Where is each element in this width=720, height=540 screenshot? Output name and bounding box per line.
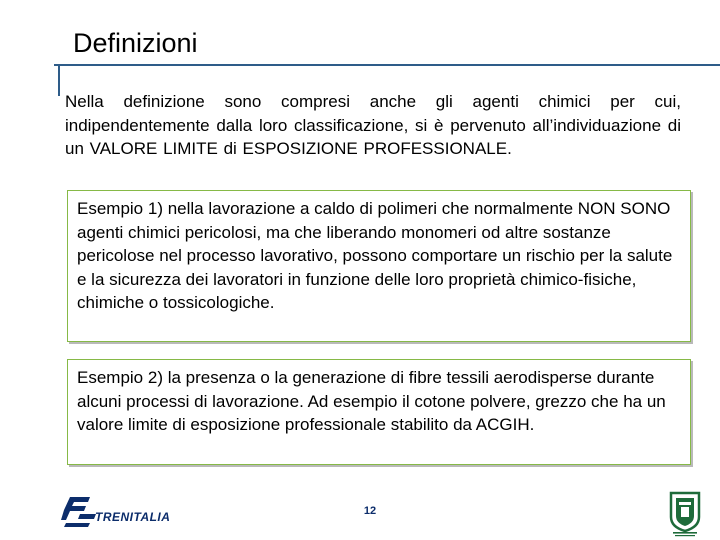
slide-title: Definizioni [73, 28, 198, 58]
title-rule-vertical [58, 66, 60, 96]
example-box-1 [67, 190, 691, 342]
intro-paragraph: Nella definizione sono compresi anche gli agenti chimici per cui, indipendentemente dalla loro classificazione, si è pervenuto all’individuazione di un VALORE LIMITE di ESPOSIZIONE PROFESSIONALE. [65, 92, 681, 158]
page-number: 12 [363, 505, 377, 517]
example-box-2 [67, 359, 691, 465]
university-crest-icon [665, 489, 705, 537]
example-2-text: Esempio 2) la presenza o la generazione di fibre tessili aerodisperse durante alcuni processi di lavorazione. Ad esempio il cotone polvere, grezzo che ha un valore limite di esposizione professionale stabilito da ACGIH. [77, 368, 666, 434]
example-1-text: Esempio 1) nella lavorazione a caldo di polimeri che normalmente NON SONO agenti chimici pericolosi, ma che liberando monomeri od altre sostanze pericolose nel processo lavorativo, possono comportare un rischio per la salute e la sicurezza dei lavoratori in funzione delle loro proprietà chimico-fisiche, chimiche o tossicologiche. [77, 199, 673, 312]
brand-name: TRENITALIA [95, 510, 171, 524]
title-rule-horizontal [54, 64, 720, 66]
